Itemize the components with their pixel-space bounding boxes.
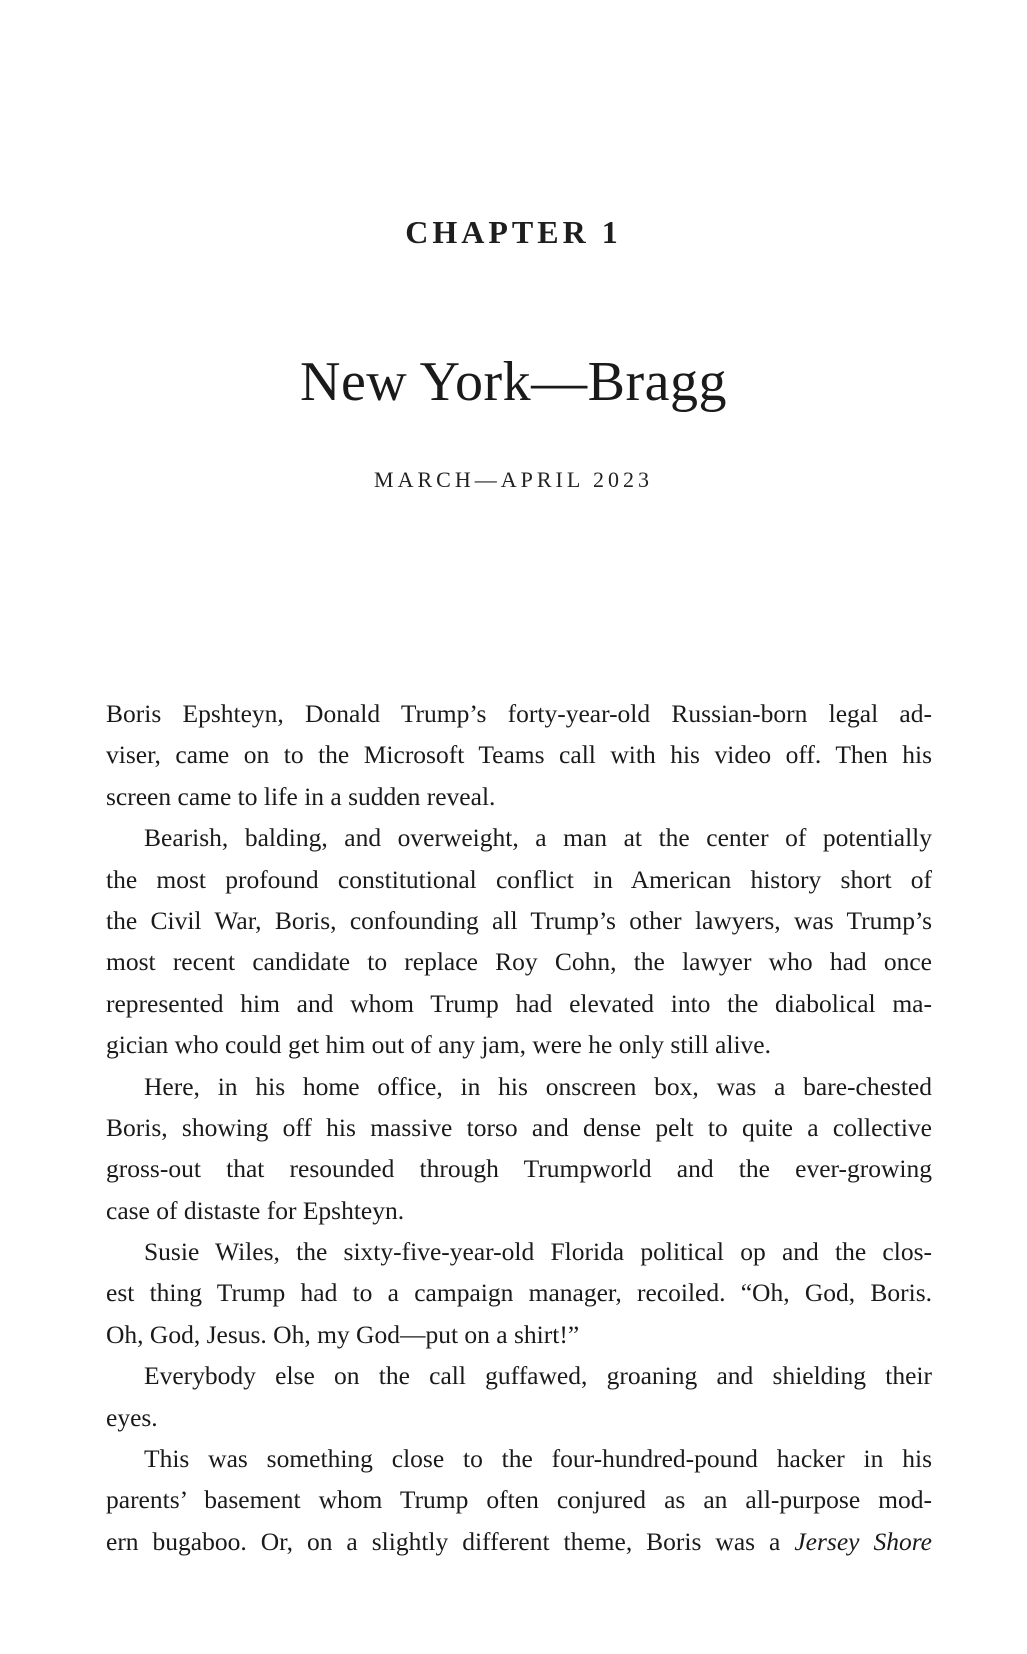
chapter-title: New York—Bragg	[300, 351, 727, 413]
text-line: parents’ basement whom Trump often conjured as an all-purpose mod-	[106, 1485, 932, 1515]
text-line: gician who could get him out of any jam, were he only still alive.	[106, 1030, 771, 1060]
text-line: This was something close to the four-hundred-pound hacker in his	[144, 1444, 932, 1474]
text-line: Bearish, balding, and overweight, a man at the center of potentially	[144, 823, 932, 853]
text-line: eyes.	[106, 1402, 158, 1432]
text-line: the Civil War, Boris, confounding all Trump’s other lawyers, was Trump’s	[106, 905, 932, 935]
chapter-dates: MARCH—APRIL 2023	[374, 467, 653, 492]
text-line: gross-out that resounded through Trumpworld and the ever-growing	[106, 1154, 932, 1184]
text-line: Everybody else on the call guffawed, groaning and shielding their	[144, 1361, 932, 1391]
text-line: screen came to life in a sudden reveal.	[106, 781, 496, 811]
text-line: Susie Wiles, the sixty-five-year-old Florida political op and the clos-	[144, 1237, 932, 1267]
italic-title: Jersey Shore	[794, 1526, 932, 1556]
text-line: viser, came on to the Microsoft Teams call with his video off. Then his	[106, 740, 932, 770]
text-line: Oh, God, Jesus. Oh, my God—put on a shirt!”	[106, 1319, 580, 1349]
text-line-start: ern bugaboo. Or, on a slightly different theme, Boris was a	[106, 1526, 795, 1556]
text-line: the most profound constitutional conflict in American history short of	[106, 864, 932, 894]
text-line: Boris, showing off his massive torso and dense pelt to quite a collective	[106, 1112, 932, 1142]
text-line: case of distaste for Epshteyn.	[106, 1195, 405, 1225]
text-line: Here, in his home office, in his onscreen box, was a bare-chested	[144, 1071, 932, 1101]
text-line: represented him and whom Trump had elevated into the diabolical ma-	[106, 988, 932, 1018]
chapter-label: CHAPTER 1	[405, 214, 622, 250]
text-line: est thing Trump had to a campaign manager, recoiled. “Oh, God, Boris.	[106, 1278, 932, 1308]
body-text	[106, 693, 932, 1562]
text-line-with-italic	[106, 1521, 932, 1562]
text-line: most recent candidate to replace Roy Cohn, the lawyer who had once	[106, 947, 932, 977]
text-line: Boris Epshteyn, Donald Trump’s forty-year-old Russian-born legal ad-	[106, 699, 932, 728]
